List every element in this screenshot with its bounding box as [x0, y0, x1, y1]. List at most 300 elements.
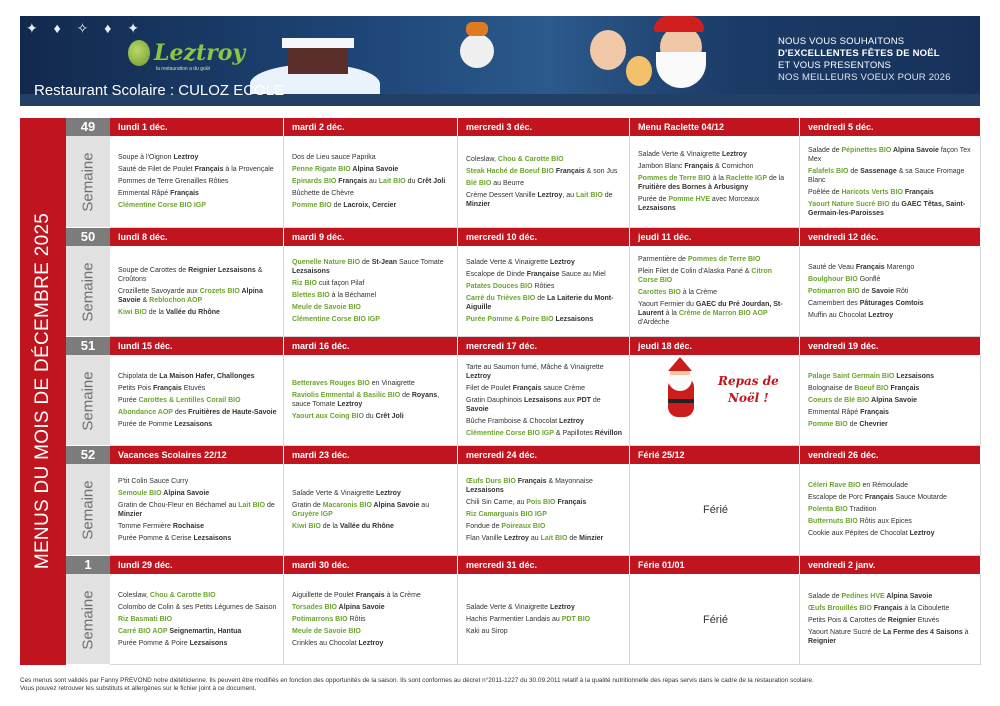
menu-item [466, 429, 623, 438]
menu-item [466, 363, 623, 381]
dish-text: Salade Verte & Vinaigrette [466, 603, 550, 611]
bio-label: Riz BIO [292, 280, 317, 287]
week-label: Semaine [79, 589, 97, 650]
origin-label: Savoie [871, 287, 894, 295]
dish-text: de [265, 501, 275, 509]
holiday-label: Férié [702, 504, 729, 516]
dish-text: Sauté de Veau [808, 263, 856, 271]
menu-item [292, 177, 451, 186]
menu-item [118, 287, 277, 305]
dish-text: au Beurre [491, 179, 524, 187]
menu-item [638, 300, 793, 327]
origin-label: Alpina Savoie [337, 603, 385, 611]
dish-text: de [847, 420, 860, 428]
menu-item [292, 153, 451, 162]
bio-label: Betteraves Rouges BIO [292, 380, 370, 387]
menu-item [638, 267, 793, 285]
origin-label: Chevrier [859, 420, 888, 428]
dish-text: Hachis Parmentier Landais au [466, 615, 562, 623]
day-menu-cell [110, 246, 284, 337]
menu-item [118, 165, 277, 174]
dish-text: Aiguillette de Poulet [292, 591, 356, 599]
origin-label: Lezsaisons [174, 420, 213, 428]
dish-text: Filet de Poulet [466, 384, 513, 392]
dish-text: Salade de [808, 593, 842, 600]
menu-item [292, 291, 451, 300]
menu-item [808, 188, 974, 197]
dish-text: Jambon Blanc [638, 163, 685, 170]
chalet-illustration [288, 46, 348, 74]
day-header: mardi 23 déc. [284, 446, 458, 464]
dish-text: Pommes de Terre Grenailles Rôties [118, 178, 229, 185]
menu-item [292, 279, 451, 288]
week-number: 49 [66, 118, 110, 136]
day-menu-cell [800, 355, 981, 446]
menu-item [118, 591, 277, 600]
bio-label: Riz Camarguais BIO IGP [466, 510, 547, 518]
menu-item [466, 167, 623, 176]
origin-label: Crêt Joli [417, 178, 446, 185]
dish-text: Coleslaw, [466, 155, 498, 163]
dish-text: & Mayonnaise [546, 477, 593, 485]
menu-item [808, 481, 974, 490]
day-menu-cell [110, 574, 284, 665]
bio-label: Blé BIO [466, 179, 492, 187]
menu-item [808, 200, 974, 218]
menu-item [292, 501, 451, 519]
child-illustration [626, 56, 652, 86]
bio-label: Meule de Savoie BIO [292, 304, 361, 311]
dish-text: Salade Verte & Vinaigrette [292, 489, 376, 497]
day-header: vendredi 19 déc. [800, 337, 981, 355]
bio-label: Abondance AOP [118, 408, 173, 416]
menu-item [808, 372, 974, 381]
menu-item [118, 534, 277, 543]
dish-text: de [331, 202, 344, 209]
origin-label: Leztroy [537, 191, 563, 199]
dish-text: Salade Verte & Vinaigrette [638, 151, 722, 158]
dish-text: d'Ardèche [638, 319, 670, 326]
menu-item [118, 189, 277, 198]
wishes-line-2: D'EXCELLENTES FÊTES DE NOËL [778, 48, 940, 59]
month-title-bar [20, 118, 66, 665]
origin-label: Leztroy [549, 603, 575, 611]
menu-item [118, 477, 277, 486]
origin-label: Français [902, 188, 934, 196]
week-number: 50 [66, 228, 110, 246]
menu-item [808, 493, 974, 502]
dish-text: & Papillotes [553, 429, 595, 437]
week-column-49 [66, 118, 110, 228]
origin-label: Leztroy [466, 372, 491, 380]
origin-label: Alpina Savoie [161, 489, 210, 497]
origin-label: Français [515, 477, 547, 485]
menu-item [466, 417, 623, 426]
origin-label: Français [871, 605, 903, 612]
menu-item [808, 396, 974, 405]
bio-label: Clémentine Corse BIO IGP [292, 316, 380, 323]
origin-label: Minzier [466, 200, 491, 208]
menu-item [638, 174, 793, 192]
bio-label: Falafels BIO [808, 167, 849, 175]
menu-item [466, 384, 623, 393]
menu-item [292, 165, 451, 174]
dish-text: Sauce Tomate [397, 259, 444, 266]
dish-text: Tradition [847, 506, 877, 513]
day-header: mercredi 10 déc. [458, 228, 630, 246]
origin-label: Vallée du Rhône [339, 522, 394, 530]
bio-label: Clémentine Corse BIO IGP [118, 202, 206, 209]
dish-text: Bûchette de Chèvre [292, 190, 354, 197]
origin-label: La Maison Hafer, Challonges [159, 372, 255, 380]
dish-text: Salade de [808, 146, 842, 154]
dish-text: du [363, 413, 376, 420]
dish-text: Rôti [894, 287, 909, 295]
logo-ornament-icon [128, 40, 150, 66]
bio-label: Œufs Brouillés BIO [808, 605, 872, 612]
bio-label: Semoule BIO [118, 489, 162, 497]
dish-text: avec Morceaux [709, 196, 760, 203]
dish-text: Escalope de Porc [808, 494, 865, 501]
menu-item [292, 591, 451, 600]
menu-item [118, 308, 277, 317]
dish-text: au [528, 534, 541, 542]
dish-text: à la Béchamel [329, 292, 377, 299]
dish-text: & [140, 296, 150, 304]
menu-item [466, 615, 623, 624]
chalet-roof [282, 38, 354, 48]
dish-text: de [360, 259, 372, 266]
origin-label: Reignier Lezsaisons [188, 266, 256, 274]
origin-label: La Ferme des 4 Saisons [882, 629, 963, 636]
bio-label: Pois BIO [526, 498, 556, 506]
menu-item [466, 603, 623, 612]
dish-text: Soupe à l'Oignon [118, 154, 174, 161]
menu-item [466, 315, 623, 324]
dish-text: , au [562, 191, 576, 199]
day-menu-cell [110, 464, 284, 556]
menu-item [808, 384, 974, 393]
christmas-text-line: Noël ! [728, 391, 769, 405]
dish-text: de la [146, 308, 166, 316]
origin-label: Crêt Joli [375, 413, 404, 420]
menu-item [118, 396, 277, 405]
day-menu-cell [458, 355, 630, 446]
origin-label: Lacroix, Cercier [343, 202, 397, 209]
menu-item [292, 258, 451, 276]
dish-text: & Croûtons [118, 266, 263, 283]
day-header: lundi 1 déc. [110, 118, 284, 136]
menu-item [466, 477, 623, 495]
dish-text: de la [767, 175, 785, 182]
day-header: jeudi 11 déc. [630, 228, 800, 246]
dish-text: sauce Crème [541, 384, 586, 392]
day-menu-cell [800, 574, 981, 665]
menu-item [292, 412, 451, 421]
origin-label: Minzier [579, 534, 604, 542]
dish-text: à la [663, 310, 679, 317]
bio-label: Carottes & Lentilles Corail BIO [138, 396, 241, 404]
footer-line-2: Vous pouvez retrouver les substituts et allergènes sur le fichier joint à ce document. [20, 685, 257, 692]
wishes-line-4: NOS MEILLEURS VOEUX POUR 2026 [778, 72, 951, 83]
bio-label: Pedines HVE [841, 593, 885, 600]
bio-label: Pépinettes BIO [841, 146, 892, 154]
dish-text: Etuvés [915, 617, 940, 624]
origin-label: Française [526, 271, 560, 278]
bio-label: Carré BIO AOP [118, 627, 168, 635]
dish-text: à la [710, 175, 726, 182]
menu-item [292, 303, 451, 312]
day-menu-cell [458, 464, 630, 556]
header-banner [20, 16, 980, 106]
week-column-51 [66, 337, 110, 446]
bio-label: Boeuf BIO [854, 384, 889, 392]
dish-text: & Cornichon [713, 163, 754, 170]
bio-label: Yaourt aux Coing BIO [292, 413, 364, 420]
bio-label: Raviolis Emmental & Basilic BIO [292, 392, 401, 399]
menu-item [638, 162, 793, 171]
menu-item [808, 505, 974, 514]
bio-label: Pomme HVE [668, 196, 710, 203]
dish-text: Camembert des [808, 299, 860, 307]
dish-text: Crème Dessert Vanille [466, 191, 538, 199]
origin-label: Leztroy [909, 530, 935, 537]
origin-label: Leztroy [173, 154, 199, 161]
dish-text: Crinkles au Chocolat [292, 639, 359, 647]
grandma-illustration [590, 30, 626, 70]
menu-item [466, 294, 623, 312]
origin-label: Leztroy [375, 489, 401, 497]
origin-label: Savoie [466, 405, 489, 413]
menu-item [292, 522, 451, 531]
menu-item [466, 522, 623, 531]
menu-item [808, 529, 974, 538]
day-menu-cell [458, 246, 630, 337]
dish-text: Emmental Râpé [118, 190, 171, 197]
day-header: lundi 15 déc. [110, 337, 284, 355]
origin-label: Rochaise [172, 522, 204, 530]
menu-item [638, 150, 793, 159]
bio-label: Coeurs de Blé BIO [808, 396, 870, 404]
bio-label: Torsades BIO [292, 603, 337, 611]
day-header: vendredi 5 déc. [800, 118, 981, 136]
dish-text: à la Crème [680, 289, 717, 296]
week-number: 52 [66, 446, 110, 464]
bio-label: Palage Saint Germain BIO [808, 372, 895, 380]
menu-item [292, 489, 451, 498]
origin-label: La Laiterie du Mont-Aiguille [466, 295, 614, 311]
bio-label: Lait BIO [575, 191, 603, 199]
origin-label: Alpina Savoie [118, 287, 263, 304]
origin-label: Alpina Savoie [891, 146, 939, 154]
menu-item [292, 201, 451, 210]
day-header: mardi 9 déc. [284, 228, 458, 246]
santa-belt-icon [668, 399, 694, 403]
origin-label: Royans [411, 392, 438, 399]
day-header: Menu Raclette 04/12 [630, 118, 800, 136]
ornaments-decoration: ✦ ♦ ✧ ♦ ✦ [26, 20, 146, 36]
logo-tagline: la restauration a du goût [156, 66, 210, 72]
week-column-52 [66, 446, 110, 556]
santa-beard-illustration [656, 52, 706, 88]
dish-text: du [889, 200, 902, 208]
origin-label: St-Jean [371, 259, 398, 266]
bio-label: Kiwi BIO [118, 308, 147, 316]
dish-text: Rôtis aux Epices [857, 518, 912, 525]
origin-label: Français [888, 384, 920, 392]
bio-label: Purée Pomme & Poire BIO [466, 316, 554, 323]
dish-text: Crozillette Savoyarde aux [118, 287, 200, 295]
day-menu-cell [630, 246, 800, 337]
origin-label: Lezsaisons [193, 534, 232, 542]
day-header: mardi 16 déc. [284, 337, 458, 355]
menu-item [466, 396, 623, 414]
origin-label: PDT [576, 396, 591, 404]
menu-item [292, 379, 451, 388]
origin-label: Leztroy [504, 534, 529, 542]
menu-item [466, 510, 623, 519]
day-menu-cell [284, 136, 458, 228]
dish-text: Tomme Fermière [118, 522, 173, 530]
week-number: 1 [66, 556, 110, 574]
origin-label: Sassenage [860, 167, 897, 175]
dish-text: Sauce Moutarde [893, 494, 947, 501]
origin-label: Lezsaisons [466, 486, 504, 494]
dish-text: du [405, 178, 418, 185]
menu-item [808, 263, 974, 272]
menu-item [118, 522, 277, 531]
origin-label: Français [153, 384, 182, 392]
dish-text: Purée Pomme & Poire [118, 639, 190, 647]
dish-text: Colombo de Colin & ses Petits Légumes de Saison [118, 603, 277, 611]
origin-label: Reignier [887, 617, 916, 624]
bio-label: Steak Haché de Boeuf BIO [466, 167, 554, 175]
origin-label: Fruitière des Bornes à Arbusigny [638, 184, 749, 191]
day-header: lundi 8 déc. [110, 228, 284, 246]
christmas-meal-text [718, 373, 779, 407]
bio-label: Meule de Savoie BIO [292, 627, 361, 635]
bio-label: Lait BIO [238, 501, 266, 509]
menu-item [118, 627, 277, 636]
dish-text: au [367, 178, 379, 185]
bio-label: Pomme BIO [292, 202, 332, 209]
day-menu-cell [458, 574, 630, 665]
dish-text: Kaki au Sirop [466, 627, 508, 635]
origin-label: Minzier [118, 510, 143, 518]
menu-item [808, 299, 974, 308]
bio-label: Potimarron BIO [808, 287, 860, 295]
leztroy-logo [124, 34, 246, 80]
origin-label: Révillon [594, 429, 623, 437]
bio-label: Raclette IGP [725, 175, 768, 182]
menu-item [466, 179, 623, 188]
menu-item [292, 315, 451, 324]
dish-text: en Vinaigrette [369, 380, 415, 387]
bio-label: Yaourt Nature Sucré BIO [808, 200, 890, 208]
dish-text: Poêlée de [808, 188, 842, 196]
bio-label: Penne Rigate BIO [292, 166, 351, 173]
day-menu-cell [284, 574, 458, 665]
dish-text: de [400, 392, 412, 399]
bio-label: Carottes BIO [638, 289, 681, 296]
footer-notice [20, 677, 980, 693]
dish-text: de [848, 167, 861, 175]
origin-label: Français [355, 591, 385, 599]
origin-label: Leztroy [358, 639, 384, 647]
season-wishes [778, 36, 978, 84]
origin-label: Français [855, 263, 885, 271]
dish-text: Purée de Pomme [118, 420, 175, 428]
week-label: Semaine [79, 480, 97, 540]
menu-item [638, 195, 793, 213]
day-menu-cell [630, 355, 800, 446]
origin-label: Leztroy [721, 151, 747, 158]
day-menu-cell [110, 136, 284, 228]
menu-item [808, 146, 974, 164]
bio-label: Butternuts BIO [808, 518, 858, 525]
menu-item [808, 592, 974, 601]
origin-label: Français [860, 408, 889, 416]
dish-text: cuit façon Pilaf [316, 280, 365, 287]
day-header: vendredi 26 déc. [800, 446, 981, 464]
origin-label: Français [684, 163, 714, 170]
bio-label: Citron Corse BIO [638, 268, 773, 284]
bio-label: Poireaux BIO [501, 522, 546, 530]
dish-text: au [419, 501, 430, 509]
menu-item [808, 311, 974, 320]
origin-label: Lezsaisons [553, 316, 594, 323]
week-label: Semaine [79, 152, 97, 212]
day-menu-cell [630, 464, 800, 556]
menu-item [808, 408, 974, 417]
dish-text: Chili Sin Carne, au [466, 498, 527, 506]
dish-text: Marengo [884, 263, 915, 271]
dish-text: des [172, 408, 189, 416]
dish-text: P'tit Colin Sauce Curry [118, 477, 189, 485]
dish-text: Petits Pois [118, 384, 154, 392]
dish-text: Salade Verte & Vinaigrette [466, 259, 550, 266]
dish-text: & sa Sauce Fromage Blanc [808, 167, 965, 184]
bio-label: Polenta BIO [808, 506, 848, 513]
bio-label: Riz Basmati BIO [118, 615, 173, 623]
menu-item [118, 153, 277, 162]
origin-label: Lezsaisons [638, 205, 676, 212]
bio-label: Crozets BIO [199, 287, 240, 295]
bio-label: Céleri Rave BIO [808, 482, 861, 489]
day-header: Férie 01/01 [630, 556, 800, 574]
santa-hat-icon [668, 357, 692, 371]
menu-item [118, 201, 277, 210]
day-header: mercredi 24 déc. [458, 446, 630, 464]
bio-label: Boulghour BIO [808, 275, 858, 283]
bio-label: Chou & Carotte BIO [497, 155, 564, 163]
bio-label: Gruyère IGP [292, 510, 333, 518]
menu-item [118, 489, 277, 498]
menu-item [118, 603, 277, 612]
week-column-50 [66, 228, 110, 337]
day-header: Vacances Scolaires 22/12 [110, 446, 284, 464]
dish-text: Purée de [638, 196, 669, 203]
origin-label: Leztroy [337, 401, 363, 408]
dish-text: Sauce au Miel [559, 271, 606, 278]
dish-text: Cookie aux Pépites de Chocolat [808, 530, 910, 537]
day-header: mercredi 17 déc. [458, 337, 630, 355]
dish-text: Soupe de Carottes de [118, 266, 189, 274]
origin-label: Fruitières de Haute-Savoie [188, 408, 277, 416]
origin-label: Français [864, 494, 894, 501]
origin-label: Pâturages Comtois [859, 299, 924, 307]
menu-item [118, 372, 277, 381]
